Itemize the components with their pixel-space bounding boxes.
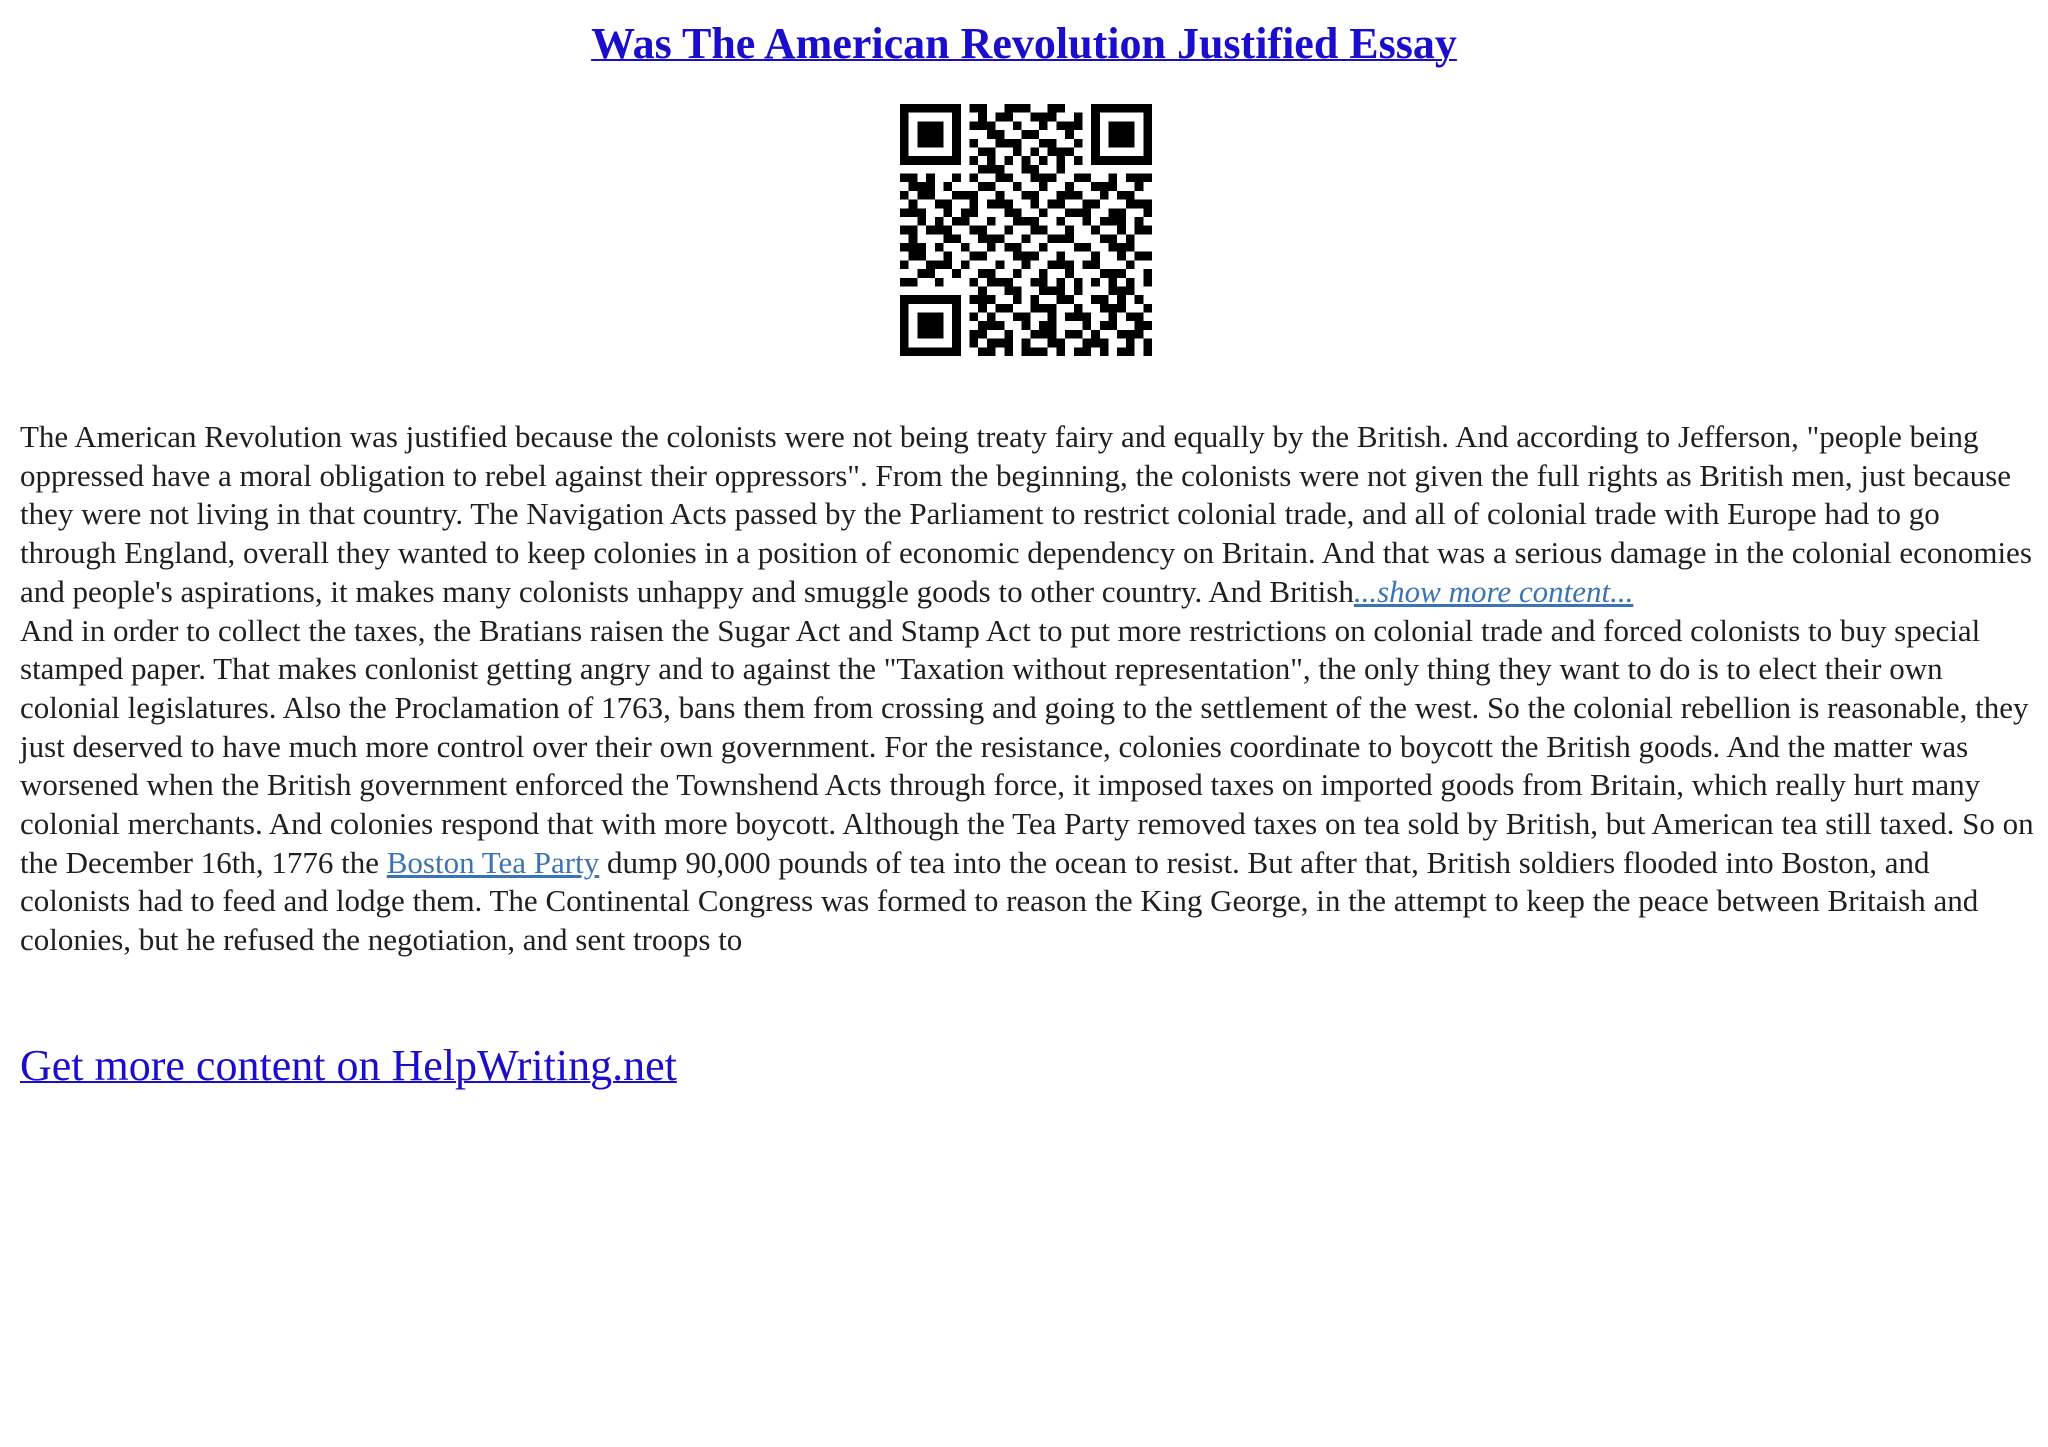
- essay-body: [20, 418, 2036, 960]
- paragraph-2-text-after: dump 90,000 pounds of tea into the ocean to resist. But after that, British soldiers flooded into Boston, and colonists had to feed and lodge them. The Continental Congress was formed to reason the King George, in the attempt to keep the peace between Britaish and colonies, but he refused the negotiation, and sent troops to: [20, 844, 1979, 958]
- boston-tea-party-link[interactable]: Boston Tea Party: [386, 844, 600, 880]
- footer: [20, 1038, 677, 1094]
- page-title: [0, 16, 2048, 72]
- helpwriting-link[interactable]: Get more content on HelpWriting.net: [20, 1041, 677, 1090]
- show-more-link[interactable]: ...show more content...: [1353, 573, 1634, 609]
- essay-paragraph-1: [20, 418, 2036, 612]
- qr-code-icon: [900, 104, 1152, 356]
- title-link[interactable]: Was The American Revolution Justified Essay: [591, 19, 1457, 68]
- paragraph-2-text-before: And in order to collect the taxes, the Bratians raisen the Sugar Act and Stamp Act to put more restrictions on colonial trade and forced colonists to buy special stamped paper. That makes conlonist getting angry and to against the "Taxation without representation", the only thing they want to do is to elect their own colonial legislatures. Also the Proclamation of 1763, bans them from crossing and going to the settlement of the west. So the colonial rebellion is reasonable, they just deserved to have much more control over their own government. For the resistance, colonies coordinate to boycott the British goods. And the matter was worsened when the British government enforced the Townshend Acts through force, it imposed taxes on imported goods from Britain, which really hurt many colonial merchants. And colonies respond that with more boycott. Although the Tea Party removed taxes on tea sold by British, but American tea still taxed. So on the December 16th, 1776 the: [20, 612, 2034, 880]
- essay-paragraph-2: [20, 612, 2036, 960]
- paragraph-1-text: The American Revolution was justified because the colonists were not being treaty fairy and equally by the British. And according to Jefferson, "people being oppressed have a moral obligation to rebel against their oppressors". From the beginning, the colonists were not given the full rights as British men, just because they were not living in that country. The Navigation Acts passed by the Parliament to restrict colonial trade, and all of colonial trade with Europe had to go through England, overall they wanted to keep colonies in a position of economic dependency on Britain. And that was a serious damage in the colonial economies and people's aspirations, it makes many colonists unhappy and smuggle goods to other country. And British: [20, 419, 2032, 609]
